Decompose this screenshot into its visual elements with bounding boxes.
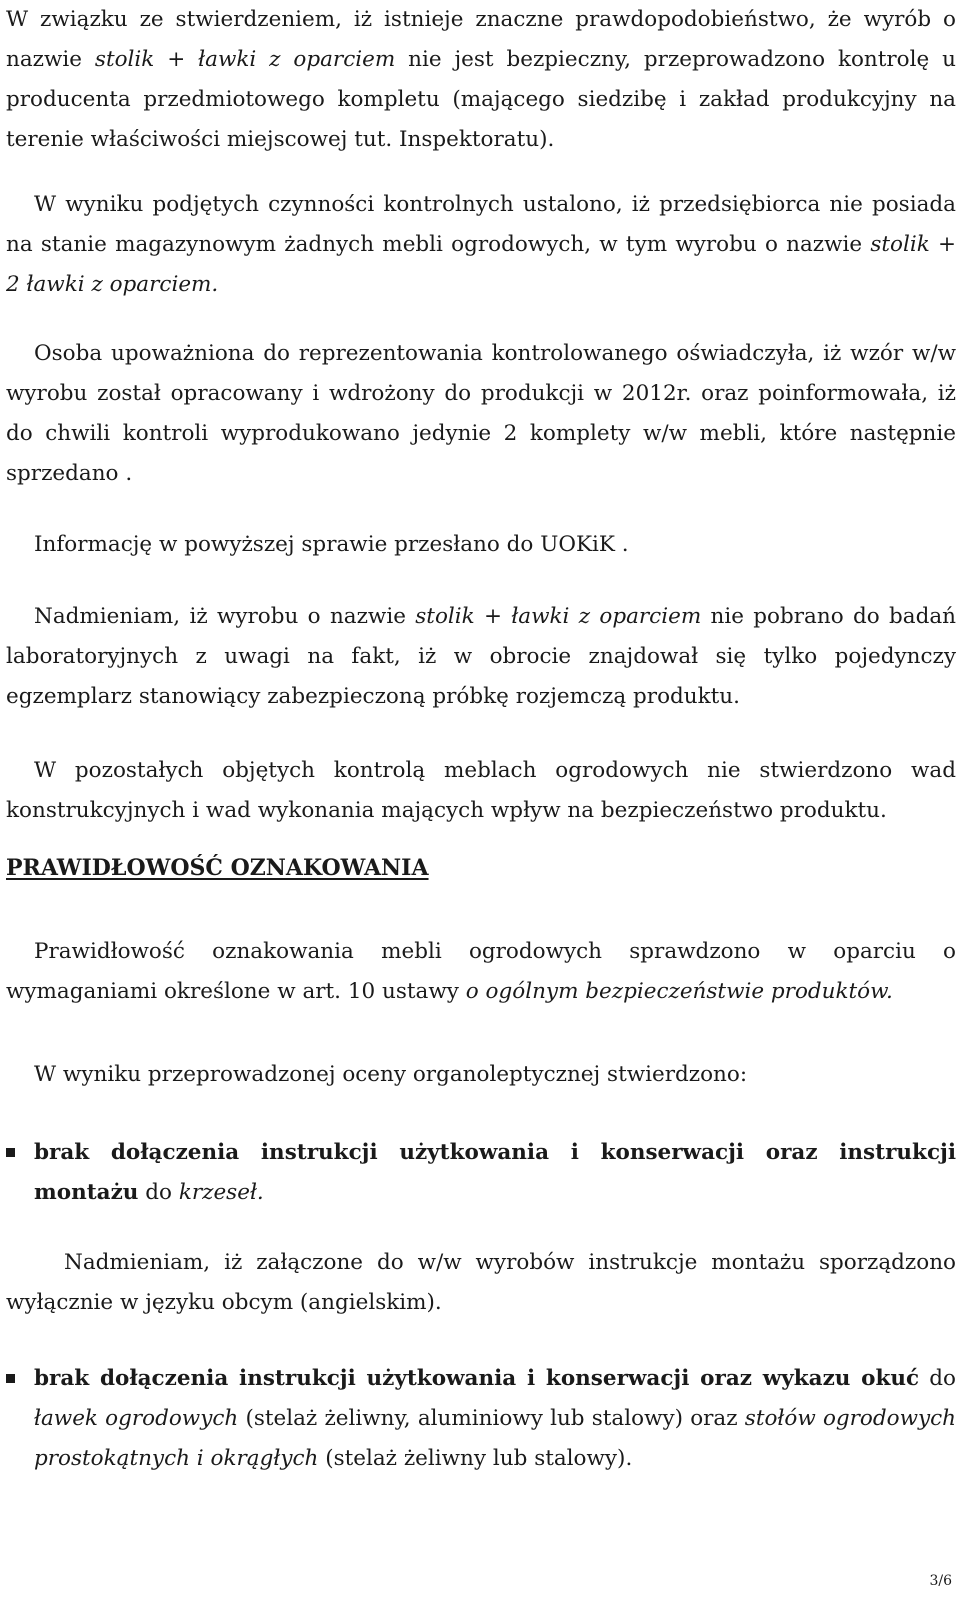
paragraph-1-product-name: stolik + ławki z oparciem — [94, 47, 396, 72]
paragraph-5-product-name: stolik + ławki z oparciem — [415, 604, 702, 629]
paragraph-2 — [6, 185, 956, 305]
paragraph-6: W pozostałych objętych kontrolą meblach ogrodowych nie stwierdzono wad konstrukcyjnych i wad wykonania mających wpływ na bezpieczeństwo produktu. — [6, 758, 956, 823]
page-number: 3/6 — [929, 1573, 952, 1589]
bullet-2-bold-text: brak dołączenia instrukcji użytkowania i konserwacji oraz wykazu okuć — [34, 1366, 920, 1391]
paragraph-9: Nadmieniam, iż załączone do w/w wyrobów instrukcje montażu sporządzono wyłącznie w języku obcym (angielskim). — [6, 1250, 956, 1315]
bullet-1-italic-text: krzeseł. — [178, 1180, 264, 1205]
bullet-1-plain-text: do — [138, 1180, 179, 1205]
bullet-2-plain-text-3: (stelaż żeliwny lub stalowy). — [318, 1446, 633, 1471]
paragraph-7-act-name: o ogólnym bezpieczeństwie produktów. — [465, 979, 893, 1004]
paragraph-1-text-c: nie jest bezpieczny, przeprowadzono kontrolę u producenta przedmiotowego kompletu (mającego siedzibę i zakład produkcyjny na terenie właściwości miejscowej tut. Inspektoratu). — [6, 47, 956, 152]
square-bullet-icon — [6, 1148, 15, 1157]
bullet-2-plain-text-1: do — [919, 1366, 956, 1391]
paragraph-3: Osoba upoważniona do reprezentowania kontrolowanego oświadczyła, iż wzór w/w wyrobu został opracowany i wdrożony do produkcji w 2012r. oraz poinformowała, iż do chwili kontroli wyprodukowano jedynie 2 komplety w/w mebli, które następnie sprzedano . — [6, 341, 956, 486]
paragraph-2-product-name: stolik + 2 ławki z oparciem. — [6, 232, 956, 297]
paragraph-8: W wyniku przeprowadzonej oceny organoleptycznej stwierdzono: — [34, 1062, 748, 1087]
bullet-2-plain-text-2: (stelaż żeliwny, aluminiowy lub stalowy) oraz — [238, 1406, 745, 1431]
paragraph-5-text-a: Nadmieniam, iż wyrobu o nazwie — [34, 604, 416, 629]
square-bullet-icon — [6, 1374, 15, 1383]
paragraph-7 — [6, 932, 956, 1012]
paragraph-5-text-c: nie pobrano do badań laboratoryjnych z uwagi na fakt, iż w obrocie znajdował się tylko pojedynczy egzemplarz stanowiący zabezpieczoną próbkę rozjemczą produktu. — [6, 604, 956, 709]
paragraph-2-text-a: W wyniku podjętych czynności kontrolnych ustalono, iż przedsiębiorca nie posiada na stanie magazynowym żadnych mebli ogrodowych, w tym wyrobu o nazwie — [6, 192, 956, 257]
section-heading: PRAWIDŁOWOŚĆ OZNAKOWANIA — [6, 855, 429, 881]
paragraph-1 — [6, 0, 956, 160]
bullet-2-italic-text-1: ławek ogrodowych — [34, 1406, 239, 1431]
paragraph-4: Informację w powyższej sprawie przesłano do UOKiK . — [34, 532, 629, 557]
bullet-item-1 — [6, 1133, 956, 1213]
bullet-item-2 — [6, 1359, 956, 1479]
paragraph-5 — [6, 597, 956, 717]
bullet-1-bold-text: brak dołączenia instrukcji użytkowania i konserwacji oraz instrukcji montażu — [34, 1140, 956, 1205]
bullet-2-italic-text-2: stołów ogrodowych prostokątnych i okrągłych — [34, 1406, 957, 1471]
paragraph-1-text-a: W związku ze stwierdzeniem, iż istnieje znaczne prawdopodobieństwo, że wyrób o nazwie — [6, 7, 956, 72]
paragraph-7-text-a: Prawidłowość oznakowania mebli ogrodowych sprawdzono w oparciu o wymaganiami określone w art. 10 ustawy — [6, 939, 956, 1004]
